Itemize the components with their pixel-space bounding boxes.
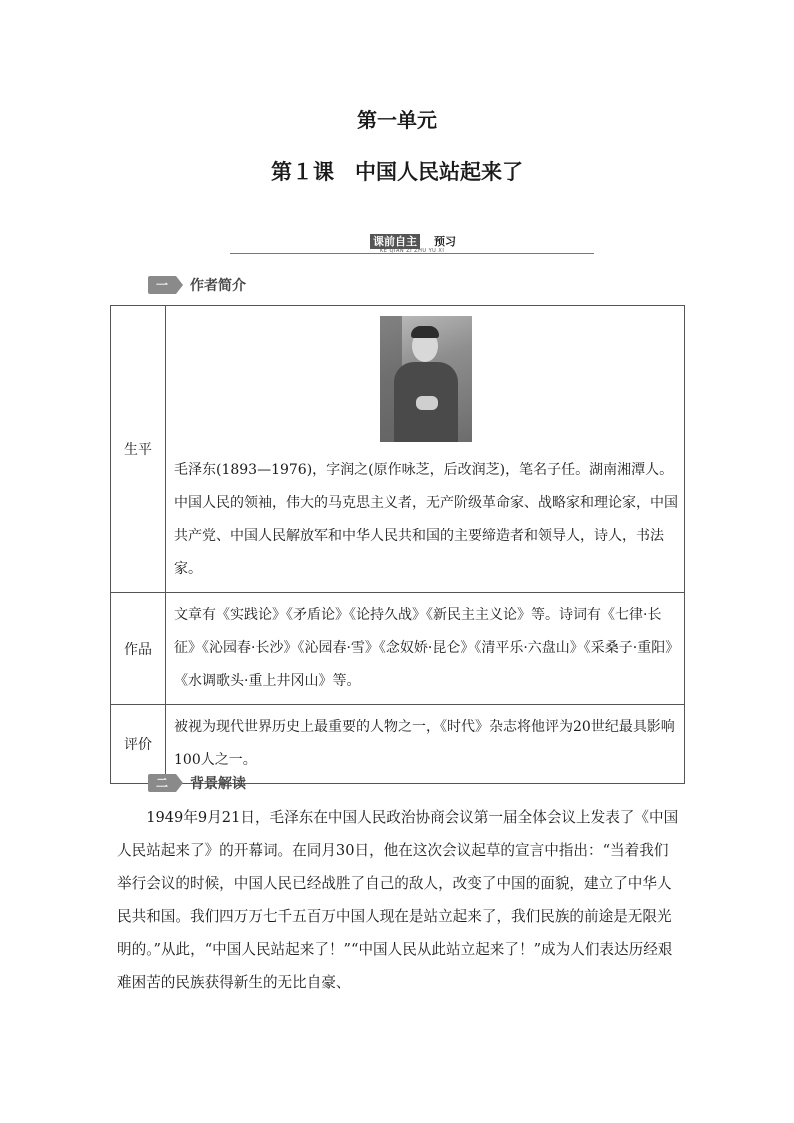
author-info-table: [110, 305, 685, 784]
section-title: 作者简介: [190, 278, 246, 294]
unit-title: 第一单元: [357, 108, 437, 132]
section-number: 一: [148, 276, 176, 294]
works-text: 文章有《实践论》《矛盾论》《论持久战》《新民主主义论》等。诗词有《七律·长征》《沁园春·长沙》《沁园春·雪》《念奴娇·昆仑》《清平乐·六盘山》《采桑子·重阳》《水调歌头·重上井冈山》等。: [166, 593, 685, 705]
row-head: 评价: [111, 705, 166, 784]
evaluation-text: 被视为现代世界历史上最重要的人物之一，《时代》杂志将他评为20世纪最具影响100人之一。: [166, 705, 685, 784]
banner-pinyin: KE QIAN ZI ZHU YU XI: [380, 248, 445, 254]
lesson-title: 第１课 中国人民站起来了: [271, 160, 523, 184]
section-heading-author: [148, 274, 246, 296]
banner-badge: 课前自主: [370, 234, 420, 249]
preview-banner: [230, 232, 594, 256]
section-title: 背景解读: [190, 776, 246, 792]
section-heading-background: [148, 772, 246, 794]
background-paragraph: 1949年9月21日，毛泽东在中国人民政治协商会议第一届全体会议上发表了《中国人民站起来了》的开幕词。在同月30日，他在这次会议起草的宣言中指出：“当着我们举行会议的时候，中国人民已经战胜了自己的敌人，改变了中国的面貌，建立了中华人民共和国。我们四万万七千五百万中国人现在是站立起来了，我们民族的前途是无限光明的。”从此，“中国人民站起来了！”“中国人民从此站立起来了！”成为人们表达历经艰难困苦的民族获得新生的无比自豪、: [117, 809, 679, 991]
table-row: [111, 306, 685, 593]
author-portrait: [380, 316, 472, 442]
row-body: [166, 306, 685, 593]
row-head: 作品: [111, 593, 166, 705]
section-number: 二: [148, 774, 176, 792]
biography-text: 毛泽东(1893—1976)，字润之(原作咏芝，后改润芝)，笔名子任。湖南湘潭人。中国人民的领袖，伟大的马克思主义者，无产阶级革命家、战略家和理论家，中国共产党、中国人民解放军和中华人民共和国的主要缔造者和领导人，诗人，书法家。: [174, 462, 678, 577]
banner-suffix: 预习: [434, 235, 456, 248]
row-head: 生平: [111, 306, 166, 593]
table-row: [111, 593, 685, 705]
